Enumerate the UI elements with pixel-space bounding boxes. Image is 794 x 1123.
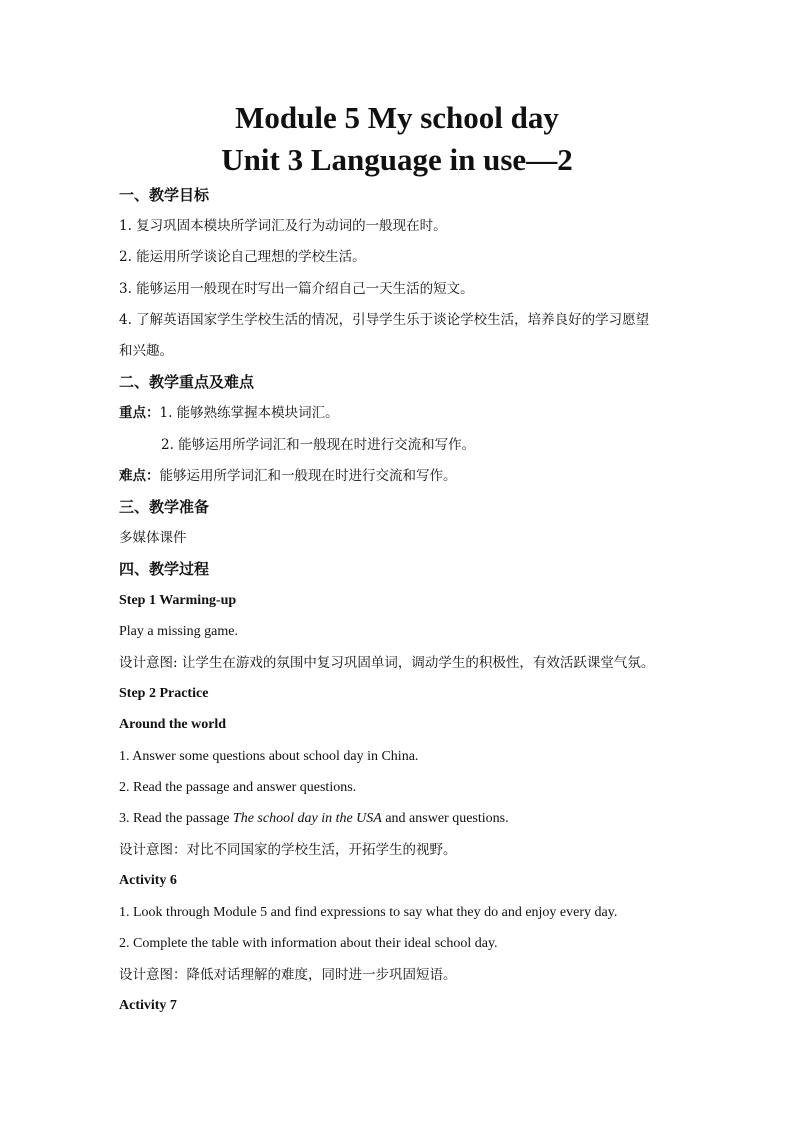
objective-item-1: 1. 复习巩固本模块所学词汇及行为动词的一般现在时。	[119, 218, 447, 234]
step1-design-note: 设计意图: 让学生在游戏的氛围中复习巩固单词，调动学生的积极性，有效活跃课堂气氛。	[119, 655, 655, 671]
section-heading-process: 四、教学过程	[119, 560, 210, 578]
objective-item-3: 3. 能够运用一般现在时写出一篇介绍自己一天生活的短文。	[119, 281, 474, 297]
section-heading-key-points: 二、教学重点及难点	[119, 373, 255, 391]
difficult-point-text: 能够运用所学词汇和一般现在时进行交流和写作。	[159, 468, 457, 484]
around-design-note: 设计意图：对比不同国家的学校生活，开拓学生的视野。	[119, 842, 457, 858]
activity6-design-note: 设计意图：降低对话理解的难度，同时进一步巩固短语。	[119, 967, 457, 983]
document-title-module: Module 5 My school day	[235, 100, 559, 135]
objective-item-4: 4. 了解英语国家学生学校生活的情况，引导学生乐于谈论学校生活，培养良好的学习愿望	[119, 312, 650, 328]
difficult-point-row	[119, 466, 457, 486]
activity6-item-1: 1. Look through Module 5 and find expressions to say what they do and enjoy every day.	[119, 905, 618, 920]
around-item-3-suffix: and answer questions.	[381, 811, 509, 826]
preparation-text: 多媒体课件	[119, 530, 187, 546]
around-item-3-prefix: 3. Read the passage	[119, 811, 233, 826]
activity6-title: Activity 6	[119, 873, 177, 888]
step1-text: Play a missing game.	[119, 624, 238, 639]
document-title-unit: Unit 3 Language in use—2	[221, 142, 573, 177]
around-item-3	[119, 809, 509, 829]
key-point-row-1	[119, 403, 339, 423]
passage-title-italic: The school day in the USA	[232, 811, 382, 826]
section-heading-objectives: 一、教学目标	[119, 186, 210, 204]
key-point-item-2: 2. 能够运用所学词汇和一般现在时进行交流和写作。	[161, 437, 476, 453]
step2-title: Step 2 Practice	[119, 686, 209, 701]
section-heading-preparation: 三、教学准备	[119, 498, 210, 516]
step1-title: Step 1 Warming-up	[119, 593, 237, 608]
around-the-world-title: Around the world	[119, 717, 227, 732]
around-item-2: 2. Read the passage and answer questions.	[119, 780, 357, 795]
objective-item-2: 2. 能运用所学谈论自己理想的学校生活。	[119, 249, 366, 265]
activity6-item-2: 2. Complete the table with information about their ideal school day.	[119, 936, 498, 951]
around-item-1: 1. Answer some questions about school day in China.	[119, 749, 419, 764]
objective-item-4-continued: 和兴趣。	[119, 343, 173, 359]
key-point-item-1: 1. 能够熟练掌握本模块词汇。	[159, 405, 339, 421]
difficult-point-label: 难点：	[119, 468, 160, 484]
activity7-title: Activity 7	[119, 998, 177, 1013]
key-point-label: 重点：	[119, 405, 160, 421]
